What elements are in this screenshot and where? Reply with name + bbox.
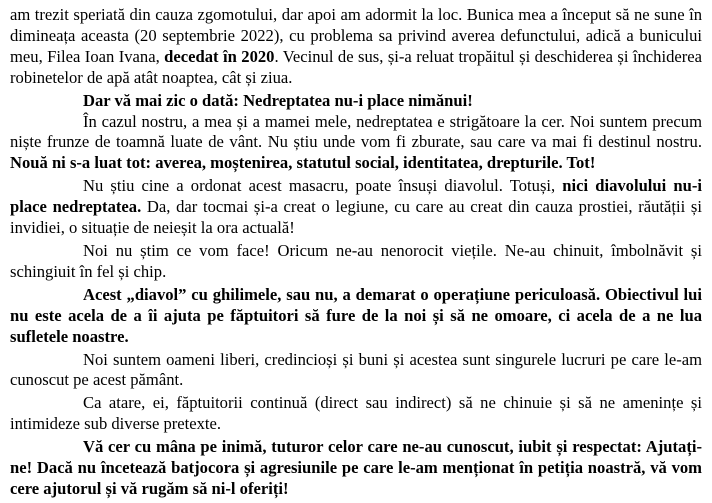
paragraph-8 <box>10 437 702 500</box>
paragraph-6 <box>10 350 702 392</box>
text-run: În cazul nostru, a mea și a mamei mele, nedreptatea e strigătoare la cer. Noi suntem precum niște frunze de toamnă luate de vânt. Nu știu unde vom fi zburate, sau care va mai fi destinul nostru. <box>10 111 702 152</box>
text-run: Noi nu știm ce vom face! Oricum ne-au nenorocit viețile. Ne-au chinuit, îmbolnăvit și schingiuit în fel și chip. <box>10 240 702 281</box>
paragraph-5 <box>10 285 702 348</box>
paragraph-4 <box>10 241 702 283</box>
bold-text-run: Nouă ni s-a luat tot: averea, moștenirea, statutul social, identitatea, drepturile. Tot! <box>10 153 596 173</box>
bold-text-run: Dar vă mai zic o dată: Nedreptatea nu-i place nimănui! <box>83 90 473 110</box>
text-run: Ca atare, ei, făptuitorii continuă (direct sau indirect) să ne chinuie și să ne amenințe și intimideze sub diverse pretexte. <box>10 393 702 434</box>
paragraph-2 <box>10 112 702 175</box>
bold-text-run: Vă cer cu mâna pe inimă, tuturor celor care ne-au cunoscut, iubit și respectat: Ajutați-ne! Dacă nu încetează batjocora și agresiunile pe care le-am menționat în petiția noastră, vă vom cere ajutorul și vă rugăm să ni-l oferiți! <box>10 437 702 498</box>
bold-text-run: nici diavolului nu-i place nedreptatea. <box>10 176 702 217</box>
paragraph-7 <box>10 393 702 435</box>
text-run: Nu știu cine a ordonat acest masacru, poate însuși diavolul. Totuși, <box>83 176 563 196</box>
paragraph-1 <box>10 91 702 112</box>
bold-text-run: Acest „diavol” cu ghilimele, sau nu, a demarat o operațiune periculoasă. Obiectivul lui nu este acela de a îi ajuta pe făptuitori să fure de la noi și să ne omoare, ci acela de a ne lua sufletele noastre. <box>10 284 702 346</box>
paragraph-3 <box>10 176 702 239</box>
text-run: am trezit speriată din cauza zgomotului, dar apoi am adormit la loc. Bunica mea a început să ne sune în dimineața aceasta (20 septembrie 2022), cu problema sa privind averea defunctului, adică a bunicului meu, Filea Ioan Ivana, <box>10 5 702 66</box>
paragraph-0 <box>10 5 702 89</box>
bold-text-run: decedat în 2020 <box>164 46 275 66</box>
text-run: Noi suntem oameni liberi, credincioși și buni și acestea sunt singurele lucruri pe care le-am cunoscut pe acest pământ. <box>10 349 702 390</box>
text-run: Da, dar tocmai și-a creat o legiune, cu care au creat din cauza prostiei, răutății și invidiei, o situație de neieșit la ora actuală! <box>10 197 702 238</box>
text-run: . Vecinul de sus, și-a reluat tropăitul și deschiderea și închiderea robinetelor de apă atât noaptea, cât și ziua. <box>10 46 702 87</box>
